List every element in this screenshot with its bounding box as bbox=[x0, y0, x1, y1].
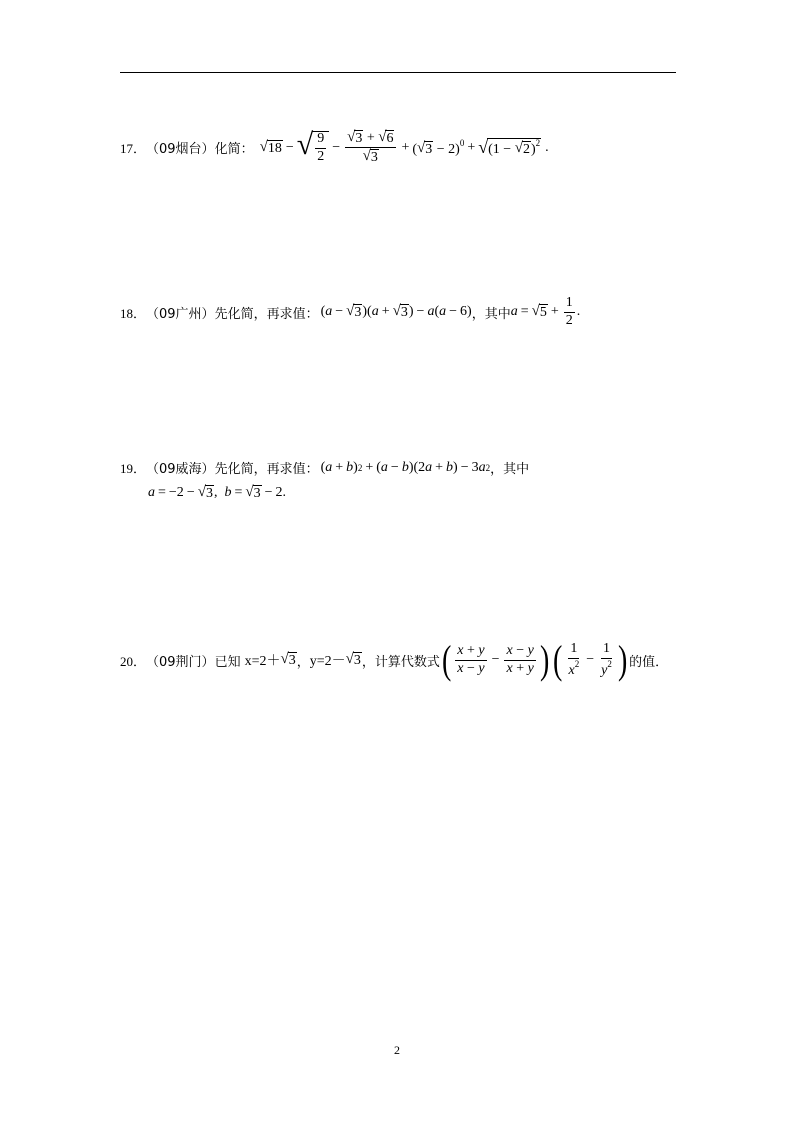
formula-20: ( $\frac{x + y}{x - y}$ − $\frac{x - y}{x + y}$ ) ( $\frac{1}{x^2}$ − $\frac{1}{y^2}$ ) bbox=[441, 637, 628, 682]
formula-19: ( a + b ) 2 + ( a − b )(2 a + b ) − 3 a 2 bbox=[320, 459, 491, 475]
problem-task: 先化简，再求值： bbox=[214, 306, 319, 322]
where-label: ，其中 bbox=[490, 462, 530, 477]
problem-number: 19． bbox=[120, 461, 147, 476]
problem-number: 17． bbox=[120, 141, 147, 157]
condition-18: a = √ 5 + $\frac{1}{2}$ . bbox=[510, 295, 581, 328]
problem-17 bbox=[120, 130, 549, 166]
y-text: y=2－ bbox=[309, 654, 346, 669]
x-text: x=2＋ bbox=[244, 654, 281, 669]
page-number: 2 bbox=[394, 1043, 400, 1057]
problem-source: （09广州） bbox=[146, 306, 215, 322]
problem-source: （09烟台） bbox=[146, 142, 215, 158]
problem-source: （09威海） bbox=[146, 462, 215, 477]
problem-task: 先化简，再求值： bbox=[214, 462, 319, 477]
formula-18: ( a − √ 3 )( a + √ 3 ) − a ( a − 6) bbox=[320, 302, 472, 320]
header-rule bbox=[120, 72, 676, 73]
x-value: x=2＋ √ 3 bbox=[244, 650, 296, 669]
problem-source: （09荆门） bbox=[146, 654, 215, 670]
problem-20 bbox=[120, 637, 669, 682]
where-label: ，其中 bbox=[471, 306, 511, 322]
separator: ， bbox=[296, 654, 310, 670]
problem-18 bbox=[120, 296, 580, 328]
problem-task-2: ，计算代数式 bbox=[361, 654, 440, 670]
problem-tail: 的值． bbox=[629, 654, 669, 670]
problem-19 bbox=[120, 458, 529, 477]
formula-17: √ 18 − √ $\frac{9}{2}$ − √ 3 + √ 6 √ 3 + ( √ 3 − 2)$^0$ + √ (1 − √ 2 )$^2$ . bbox=[259, 128, 549, 166]
condition-19: a = −2 − √ 3 , b = √ 3 − 2. bbox=[148, 484, 286, 501]
y-value: y=2－ √ 3 bbox=[309, 650, 361, 669]
problem-number: 20． bbox=[120, 653, 147, 669]
problem-task: 已知 bbox=[214, 654, 241, 670]
problem-number: 18． bbox=[120, 305, 147, 321]
problem-task: 化简： bbox=[214, 142, 254, 158]
